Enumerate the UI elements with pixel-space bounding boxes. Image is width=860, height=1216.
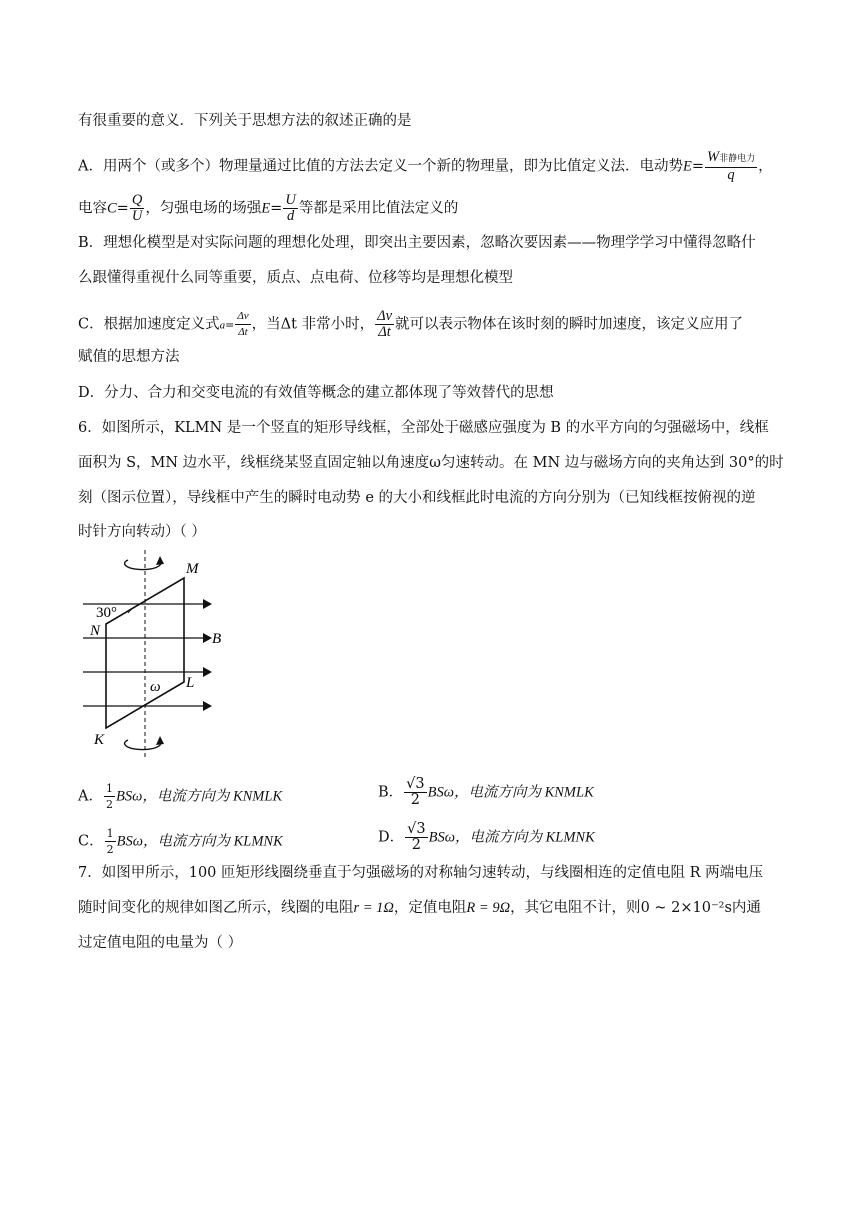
option-c-text: BSω，电流方向为 KLMNK [116, 833, 283, 850]
option-a-fraction [104, 781, 115, 812]
C-symbol: C [107, 200, 117, 217]
q6-figure [78, 548, 248, 763]
label-angle: 30° [96, 605, 117, 621]
option-c-num: 1 [106, 827, 114, 840]
option-d-den: 2 [411, 837, 421, 853]
field-arrow-3-icon [203, 667, 212, 677]
option-d-fraction [405, 822, 427, 853]
q7-line2-post: 内通 [731, 900, 761, 916]
q6-option-c [78, 826, 283, 857]
q7-stem-line1: 7．如图甲所示，100 匝矩形线圈绕垂直于匀强磁场的对称轴匀速转动，与线圈相连的定值电阻 R 两端电压 [78, 865, 764, 881]
option-a-num: 1 [105, 782, 113, 795]
option-b-fraction [404, 777, 426, 808]
label-M: M [186, 561, 199, 577]
q5-c-post: 就可以表示物体在该时刻的瞬时加速度，该定义应用了 [395, 316, 744, 333]
q5-option-d: D．分力、合力和交变电流的有效值等概念的建立都体现了等效替代的思想 [78, 385, 554, 401]
d-symbol: d [286, 208, 295, 224]
W-symbol: W [706, 149, 720, 165]
q6-stem-line1: 6．如图所示，KLMN 是一个竖直的矩形导线框，全部处于磁感应强度为 B 的水平方向的匀强磁场中，线框 [78, 420, 769, 436]
q7-stem-line2 [78, 898, 761, 918]
q5-c-mid: ，当Δt 非常小时， [251, 316, 375, 333]
q5-a-field-label: ，匀强电场的场强 [145, 200, 262, 217]
q5-c-dvdt-fraction [375, 309, 394, 340]
option-d-num: √3 [407, 821, 426, 837]
q5-a-text: A．用两个（或多个）物理量通过比值的方法去定义一个新的物理量，即为比值定义法．电动势 [78, 158, 683, 175]
dv-symbol: Δv [235, 309, 250, 325]
q6-option-b [378, 777, 594, 808]
field-arrow-2-icon [203, 633, 212, 643]
q6-option-a [78, 781, 282, 812]
W-subscript: 非静电力 [719, 154, 756, 164]
q5-c-text: C．根据加速度定义式 [78, 316, 220, 333]
option-b-num: √3 [406, 776, 425, 792]
rotation-arrowhead-bottom-icon [156, 736, 164, 745]
E-symbol: E [261, 200, 271, 217]
dt-symbol-2: Δt [378, 324, 391, 340]
option-c-fraction [105, 826, 116, 857]
q5-stem-tail: 有很重要的意义．下列关于思想方法的叙述正确的是 [78, 113, 412, 129]
q5-c-accel-fraction [235, 309, 250, 340]
option-c-prefix: C． [78, 833, 104, 850]
q7-r-value: r = 1Ω [353, 900, 394, 916]
q7-R-value: R = 9Ω [466, 900, 511, 916]
Q-symbol: Q [131, 192, 143, 208]
q5-option-b-line1: B．理想化模型是对实际问题的理想化处理，即突出主要因素，忽略次要因素——物理学学习中懂得忽略什 [78, 235, 756, 251]
q5-option-c-line2: 赋值的思想方法 [78, 349, 180, 365]
q-symbol: q [727, 167, 735, 183]
option-a-text: BSω，电流方向为 KNMLK [115, 788, 283, 805]
rotation-arrow-bottom-icon [125, 740, 161, 750]
option-c-den: 2 [106, 843, 114, 856]
label-omega: ω [150, 679, 161, 695]
q6-stem-line3: 刻（图示位置），导线框中产生的瞬时电动势 e 的大小和线框此时电流的方向分别为（已知线框按俯视的逆 [78, 490, 756, 506]
q5-a-tail: 等都是采用比值法定义的 [298, 200, 459, 217]
q6-stem-line4: 时针方向转动）（ ） [78, 524, 206, 540]
label-N: N [90, 623, 101, 639]
dv-symbol-2: Δv [377, 308, 393, 324]
q5-a-emf-fraction [705, 150, 757, 183]
comma: ， [758, 158, 773, 175]
label-L: L [186, 675, 195, 691]
option-b-den: 2 [410, 792, 420, 808]
q7-line2-mid: ，定值电阻 [393, 900, 467, 916]
q5-a-capacitance-label: 电容 [78, 200, 107, 217]
label-K: K [94, 732, 105, 748]
q5-option-b-line2: 么跟懂得重视什么同等重要，质点、点电荷、位移等均是理想化模型 [78, 270, 513, 286]
q5-option-a-line2: 电容C= $\frac{Q}{U}$ ，匀强电场的场强E= $\frac{U}{d}$ 等都是采用比值法定义的 [78, 192, 459, 224]
option-b-prefix: B． [378, 784, 404, 801]
q7-line2-pre: 随时间变化的规律如图乙所示，线圈的电阻 [78, 900, 354, 916]
option-a-den: 2 [105, 798, 113, 811]
q5-a-E: E [682, 158, 692, 175]
field-arrow-4-icon [203, 701, 212, 711]
q5-option-a-line1 [78, 150, 773, 183]
U-symbol: U [131, 208, 143, 224]
option-b-text: BSω，电流方向为 KNMLK [427, 784, 594, 801]
q7-time-range: 0 ~ 2×10⁻²s [640, 900, 732, 916]
equals-sign: = [691, 158, 704, 175]
field-arrow-1-icon [203, 599, 212, 609]
q7-stem-line3: 过定值电阻的电量为（ ） [78, 935, 243, 951]
dt-symbol: Δt [238, 326, 248, 338]
label-B: B [212, 631, 222, 647]
option-d-text: BSω，电流方向为 KLMNK [428, 829, 595, 846]
q5-a-capacitance-fraction [130, 193, 144, 224]
q6-stem-line2: 面积为 S，MN 边水平，线框绕某竖直固定轴以角速度ω匀速转动。在 MN 边与磁场方向的夹角达到 30°的时 [78, 455, 784, 471]
option-d-prefix: D． [378, 829, 405, 846]
a-symbol: a [219, 319, 226, 332]
q7-line2-mid2: ，其它电阻不计，则 [510, 900, 641, 916]
option-a-prefix: A． [78, 788, 103, 805]
q6-option-d [378, 822, 595, 853]
U2-symbol: U [285, 192, 296, 208]
q5-option-c-line1: C．根据加速度定义式a= $\frac{\Delta v}{\Delta t}$ ，当Δt 非常小时， $\frac{\Delta v}{\Delta t}$ 就可以表示物体在该时刻的瞬时加速度，该定义应用了 [78, 308, 744, 340]
rotation-arrowhead-top-icon [156, 556, 164, 565]
q5-a-field-fraction [283, 193, 297, 224]
rotation-arrow-top-icon [125, 560, 161, 570]
